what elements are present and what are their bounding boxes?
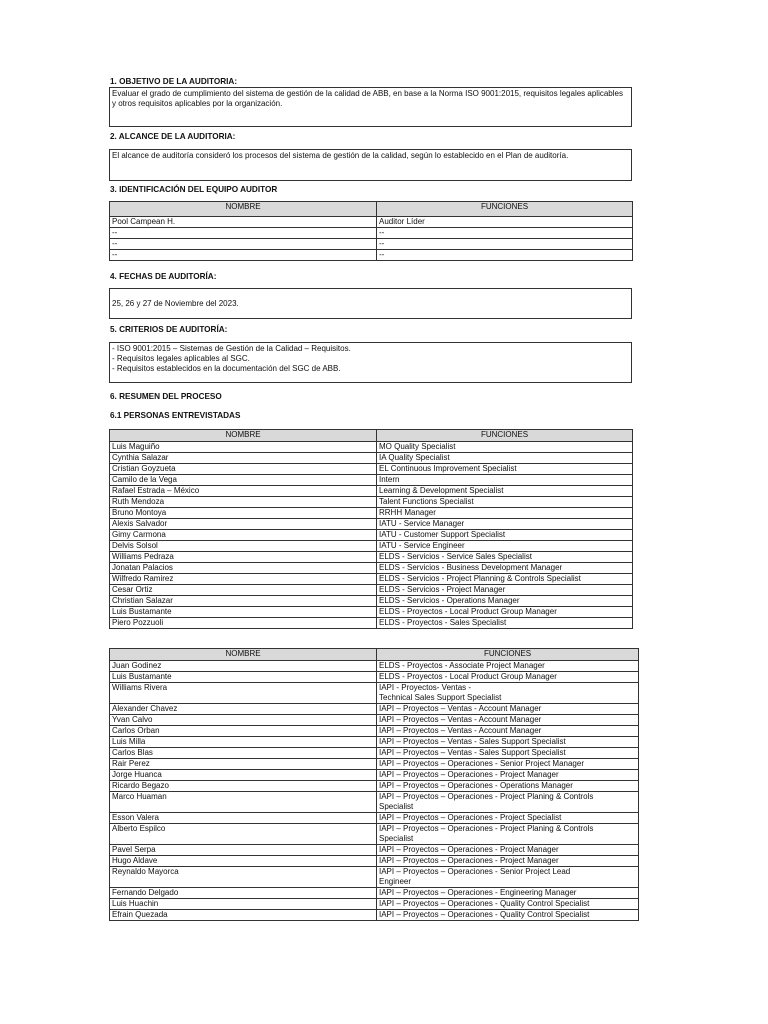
name-cell: Jorge Huanca [110, 770, 377, 781]
objective-box: Evaluar el grado de cumplimiento del sistema de gestión de la calidad de ABB, en base a la Norma ISO 9001:2015, requisitos legales aplicables y otros requisitos aplicables por la organización. [109, 87, 632, 127]
table-row [110, 519, 633, 530]
name-cell: Gimy Carmona [110, 530, 377, 541]
name-cell: Reynaldo Mayorca [110, 867, 377, 888]
criteria-line: - Requisitos establecidos en la documentación del SGC de ABB. [112, 364, 341, 373]
table-row [110, 596, 633, 607]
function-cell: MO Quality Specialist [377, 442, 633, 453]
name-cell: -- [110, 239, 377, 250]
function-cell: IAPI – Proyectos – Operaciones - Project Specialist [377, 813, 639, 824]
function-cell: IAPI – Proyectos – Operaciones - Senior Project Manager [377, 759, 639, 770]
table-row [110, 618, 633, 629]
function-cell: IAPI – Proyectos – Ventas - Account Manager [377, 726, 639, 737]
name-cell: Rair Perez [110, 759, 377, 770]
dates-box: 25, 26 y 27 de Noviembre del 2023. [109, 288, 632, 319]
header-nombre: NOMBRE [110, 649, 377, 661]
function-cell: ELDS - Servicios - Service Sales Specialist [377, 552, 633, 563]
table-header-row [110, 430, 633, 442]
function-cell: IAPI – Proyectos – Operaciones - Project Planing & Controls Specialist [377, 792, 639, 813]
name-cell: Carlos Blas [110, 748, 377, 759]
function-cell: Talent Functions Specialist [377, 497, 633, 508]
function-cell: ELDS - Servicios - Operations Manager [377, 596, 633, 607]
name-cell: Pavel Serpa [110, 845, 377, 856]
name-cell: Pool Campean H. [110, 217, 377, 228]
table-row [110, 453, 633, 464]
name-cell: Cynthia Salazar [110, 453, 377, 464]
interviewees-table-2 [109, 648, 639, 921]
function-cell: IAPI – Proyectos – Ventas - Account Manager [377, 715, 639, 726]
table-row [110, 574, 633, 585]
function-cell: Learning & Development Specialist [377, 486, 633, 497]
name-cell: Ruth Mendoza [110, 497, 377, 508]
function-cell: IAPI – Proyectos – Operaciones - Project Manager [377, 770, 639, 781]
section-5-title: 5. CRITERIOS DE AUDITORÍA: [110, 325, 228, 334]
function-cell: IAPI – Proyectos – Ventas - Sales Support Specialist [377, 737, 639, 748]
section-4-title: 4. FECHAS DE AUDITORÍA: [110, 272, 217, 281]
name-cell: Jonatan Palacios [110, 563, 377, 574]
section-6-1-title: 6.1 PERSONAS ENTREVISTADAS [110, 411, 241, 420]
table-row [110, 737, 639, 748]
table-row [110, 910, 639, 921]
table-row [110, 217, 633, 228]
function-cell: -- [377, 228, 633, 239]
name-cell: Yvan Calvo [110, 715, 377, 726]
function-cell: IAPI – Proyectos – Operaciones - Quality Control Specialist [377, 910, 639, 921]
header-nombre: NOMBRE [110, 202, 377, 217]
function-cell: EL Continuous Improvement Specialist [377, 464, 633, 475]
criteria-box [109, 342, 632, 383]
name-cell: Luis Bustamante [110, 672, 377, 683]
header-funciones: FUNCIONES [377, 649, 639, 661]
table-row [110, 228, 633, 239]
table-row [110, 792, 639, 813]
table-row [110, 845, 639, 856]
table-row [110, 563, 633, 574]
function-cell: IAPI – Proyectos – Ventas - Account Manager [377, 704, 639, 715]
function-cell: -- [377, 239, 633, 250]
function-cell: IAPI – Proyectos – Ventas - Sales Support Specialist [377, 748, 639, 759]
table-row [110, 683, 639, 704]
function-cell: IAPI – Proyectos – Operaciones - Quality Control Specialist [377, 899, 639, 910]
name-cell: Alexander Chavez [110, 704, 377, 715]
function-cell: ELDS - Proyectos - Sales Specialist [377, 618, 633, 629]
table-row [110, 672, 639, 683]
function-cell: ELDS - Servicios - Project Manager [377, 585, 633, 596]
name-cell: Rafael Estrada – México [110, 486, 377, 497]
function-cell: IATU - Service Manager [377, 519, 633, 530]
table-row [110, 867, 639, 888]
name-cell: Carlos Orban [110, 726, 377, 737]
name-cell: Christian Salazar [110, 596, 377, 607]
table-row [110, 552, 633, 563]
criteria-line: - Requisitos legales aplicables al SGC. [112, 354, 250, 363]
table-row [110, 508, 633, 519]
function-cell: ELDS - Servicios - Project Planning & Controls Specialist [377, 574, 633, 585]
audit-team-table [109, 201, 633, 261]
table-row [110, 770, 639, 781]
table-row [110, 442, 633, 453]
table-header-row [110, 202, 633, 217]
table-row [110, 759, 639, 770]
interviewees-table-1 [109, 429, 633, 629]
name-cell: Camilo de la Vega [110, 475, 377, 486]
table-header-row [110, 649, 639, 661]
table-row [110, 726, 639, 737]
name-cell: Bruno Montoya [110, 508, 377, 519]
name-cell: Ricardo Begazo [110, 781, 377, 792]
table-row [110, 497, 633, 508]
table-row [110, 661, 639, 672]
name-cell: Williams Rivera [110, 683, 377, 704]
name-cell: Efrain Quezada [110, 910, 377, 921]
table-row [110, 486, 633, 497]
section-6-title: 6. RESUMEN DEL PROCESO [110, 392, 222, 401]
function-cell: Intern [377, 475, 633, 486]
function-cell: IAPI – Proyectos – Operaciones - Project Planing & Controls Specialist [377, 824, 639, 845]
header-nombre: NOMBRE [110, 430, 377, 442]
name-cell: Alexis Salvador [110, 519, 377, 530]
function-cell: IAPI - Proyectos- Ventas - Technical Sales Support Specialist [377, 683, 639, 704]
table-row [110, 856, 639, 867]
table-row [110, 888, 639, 899]
table-row [110, 813, 639, 824]
table-row [110, 607, 633, 618]
table-row [110, 541, 633, 552]
table-row [110, 475, 633, 486]
table-row [110, 715, 639, 726]
name-cell: Cristian Goyzueta [110, 464, 377, 475]
function-cell: IAPI – Proyectos – Operaciones - Project Manager [377, 856, 639, 867]
table-row [110, 824, 639, 845]
name-cell: Piero Pozzuoli [110, 618, 377, 629]
function-cell: -- [377, 250, 633, 261]
name-cell: Juan Godinez [110, 661, 377, 672]
function-cell: IAPI – Proyectos – Operaciones - Project Manager [377, 845, 639, 856]
function-cell: ELDS - Servicios - Business Development Manager [377, 563, 633, 574]
table-row [110, 250, 633, 261]
name-cell: -- [110, 250, 377, 261]
name-cell: Hugo Aldave [110, 856, 377, 867]
name-cell: Williams Pedraza [110, 552, 377, 563]
function-cell: IAPI – Proyectos – Operaciones - Operations Manager [377, 781, 639, 792]
header-funciones: FUNCIONES [377, 430, 633, 442]
name-cell: Esson Valera [110, 813, 377, 824]
function-cell: IA Quality Specialist [377, 453, 633, 464]
table-row [110, 464, 633, 475]
name-cell: Cesar Ortiz [110, 585, 377, 596]
function-cell: ELDS - Proyectos - Associate Project Manager [377, 661, 639, 672]
table-row [110, 530, 633, 541]
table-row [110, 781, 639, 792]
section-3-title: 3. IDENTIFICACIÓN DEL EQUIPO AUDITOR [110, 185, 278, 194]
name-cell: Luis Huachin [110, 899, 377, 910]
table-row [110, 239, 633, 250]
function-cell: ELDS - Proyectos - Local Product Group Manager [377, 672, 639, 683]
name-cell: Luis Maguiño [110, 442, 377, 453]
function-cell: IATU - Customer Support Specialist [377, 530, 633, 541]
table-row [110, 899, 639, 910]
table-row [110, 748, 639, 759]
name-cell: Marco Huaman [110, 792, 377, 813]
name-cell: Delvis Solsol [110, 541, 377, 552]
name-cell: Alberto Espilco [110, 824, 377, 845]
table-row [110, 704, 639, 715]
function-cell: Auditor Líder [377, 217, 633, 228]
name-cell: -- [110, 228, 377, 239]
table-row [110, 585, 633, 596]
name-cell: Luis Bustamante [110, 607, 377, 618]
scope-box: El alcance de auditoría consideró los procesos del sistema de gestión de la calidad, según lo establecido en el Plan de auditoría. [109, 149, 632, 181]
function-cell: IATU - Service Engineer [377, 541, 633, 552]
function-cell: ELDS - Proyectos - Local Product Group Manager [377, 607, 633, 618]
name-cell: Luis Milla [110, 737, 377, 748]
section-1-title: 1. OBJETIVO DE LA AUDITORIA: [110, 77, 238, 86]
criteria-line: - ISO 9001:2015 – Sistemas de Gestión de la Calidad – Requisitos. [112, 344, 351, 353]
header-funciones: FUNCIONES [377, 202, 633, 217]
function-cell: RRHH Manager [377, 508, 633, 519]
name-cell: Fernando Delgado [110, 888, 377, 899]
function-cell: IAPI – Proyectos – Operaciones - Engineering Manager [377, 888, 639, 899]
name-cell: Wilfredo Ramirez [110, 574, 377, 585]
section-2-title: 2. ALCANCE DE LA AUDITORIA: [110, 132, 236, 141]
function-cell: IAPI – Proyectos – Operaciones - Senior Project Lead Engineer [377, 867, 639, 888]
